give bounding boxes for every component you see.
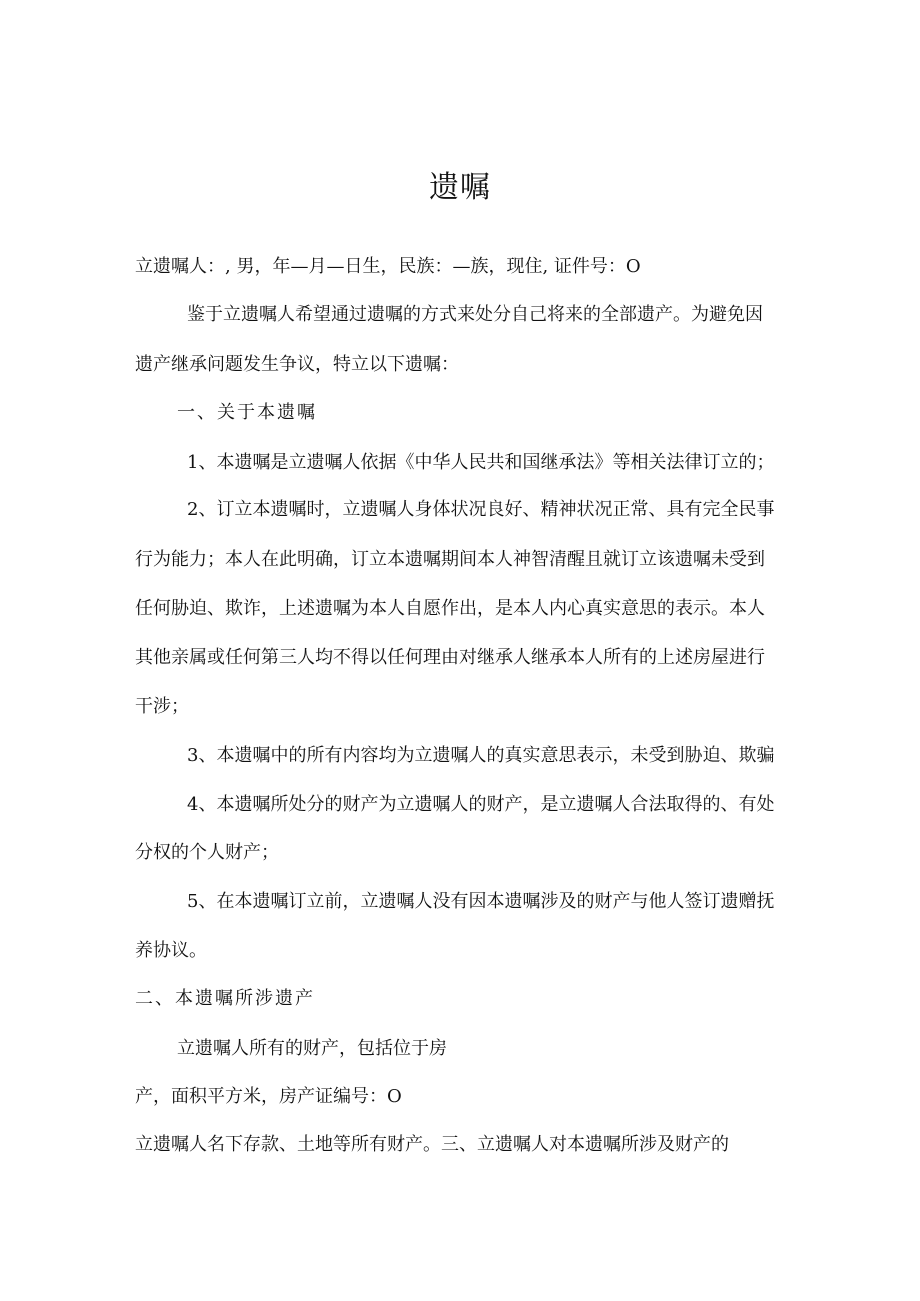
testator-info-line: 立遗嘱人：, 男，年—月—日生，民族：—族，现住, 证件号：O xyxy=(135,256,641,277)
section-heading-1: 一、关于本遗嘱 xyxy=(177,402,317,423)
clause-5-line-1: 5、在本遗嘱订立前，立遗嘱人没有因本遗嘱涉及的财产与他人签订遗赠抚 xyxy=(187,891,775,912)
estate-line-3: 立遗嘱人名下存款、土地等所有财产。三、立遗嘱人对本遗嘱所涉及财产的 xyxy=(135,1134,729,1155)
estate-line-1: 立遗嘱人所有的财产，包括位于房 xyxy=(177,1038,447,1059)
clause-2-line-2: 行为能力；本人在此明确，订立本遗嘱期间本人神智清醒且就订立该遗嘱未受到 xyxy=(135,549,765,570)
clause-4-line-2: 分权的个人财产； xyxy=(135,842,279,863)
section-heading-2: 二、本遗嘱所涉遗产 xyxy=(135,988,315,1009)
preamble-line-2: 遗产继承问题发生争议，特立以下遗嘱： xyxy=(135,354,459,375)
clause-5-line-2: 养协议。 xyxy=(135,940,207,961)
clause-2-line-5: 干涉； xyxy=(135,696,189,717)
estate-line-2: 产，面积平方米，房产证编号：O xyxy=(135,1086,402,1107)
clause-4-line-1: 4、本遗嘱所处分的财产为立遗嘱人的财产，是立遗嘱人合法取得的、有处 xyxy=(187,794,775,815)
clause-2-line-3: 任何胁迫、欺诈，上述遗嘱为本人自愿作出，是本人内心真实意思的表示。本人 xyxy=(135,598,765,619)
page-title: 遗嘱 xyxy=(429,170,491,205)
clause-2-line-4: 其他亲属或任何第三人均不得以任何理由对继承人继承本人所有的上述房屋进行 xyxy=(135,647,765,668)
clause-1: 1、本遗嘱是立遗嘱人依据《中华人民共和国继承法》等相关法律订立的； xyxy=(187,452,775,473)
clause-2-line-1: 2、订立本遗嘱时，立遗嘱人身体状况良好、精神状况正常、具有完全民事 xyxy=(187,499,775,520)
preamble-line-1: 鉴于立遗嘱人希望通过遗嘱的方式来处分自己将来的全部遗产。为避免因 xyxy=(187,304,763,325)
clause-3: 3、本遗嘱中的所有内容均为立遗嘱人的真实意思表示，未受到胁迫、欺骗 xyxy=(187,745,775,766)
